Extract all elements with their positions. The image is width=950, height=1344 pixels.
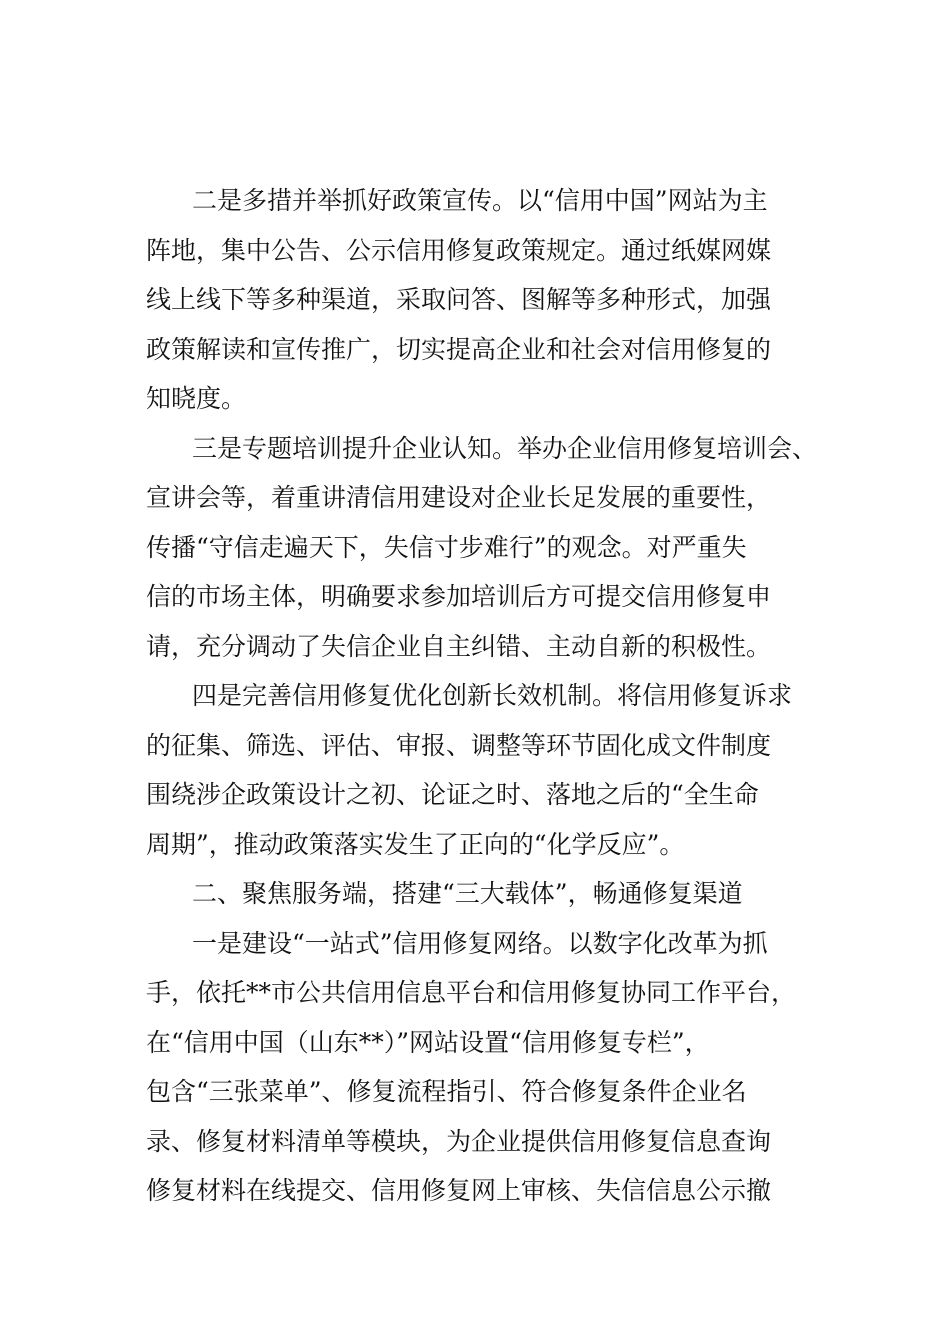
text-line: 三是专题培训提升企业认知。举办企业信用修复培训会、 [192, 433, 818, 463]
text-line: 包含“三张菜单”、修复流程指引、符合修复条件企业名 [146, 1077, 747, 1106]
text-line: 的征集、筛选、评估、审报、调整等环节固化成文件制度 [146, 730, 772, 760]
text-line: 传播“守信走遍天下，失信寸步难行”的观念。对严重失 [146, 532, 747, 562]
text-line: 政策解读和宣传推广，切实提高企业和社会对信用修复的 [146, 334, 772, 364]
document-body [146, 176, 826, 1216]
text-line: 围绕涉企政策设计之初、论证之时、落地之后的“全生命 [146, 780, 759, 809]
text-line: 周期”，推动政策落实发生了正向的“化学反应”。 [146, 829, 685, 859]
text-line: 在“信用中国（山东**）”网站设置“信用修复专栏”， [146, 1027, 710, 1057]
text-line: 一是建设“一站式”信用修复网络。以数字化改革为抓 [192, 928, 768, 958]
text-line: 录、修复材料清单等模块，为企业提供信用修复信息查询 [146, 1126, 772, 1156]
text-line: 手，依托**市公共信用信息平台和信用修复协同工作平台， [146, 978, 797, 1007]
text-line: 请，充分调动了失信企业自主纠错、主动自新的积极性。 [146, 631, 772, 661]
text-line: 线上线下等多种渠道，采取问答、图解等多种形式，加强 [146, 285, 772, 314]
text-line: 宣讲会等，着重讲清信用建设对企业长足发展的重要性， [146, 483, 772, 512]
text-line: 知晓度。 [146, 384, 247, 413]
text-line: 阵地，集中公告、公示信用修复政策规定。通过纸媒网媒 [146, 235, 772, 265]
text-line: 二是多措并举抓好政策宣传。以“信用中国”网站为主 [192, 186, 768, 215]
text-line: 信的市场主体，明确要求参加培训后方可提交信用修复申 [146, 582, 772, 611]
text-line: 四是完善信用修复优化创新长效机制。将信用修复诉求 [192, 681, 793, 710]
section-heading: 二、聚焦服务端，搭建“三大载体”，畅通修复渠道 [192, 879, 743, 908]
text-line: 修复材料在线提交、信用修复网上审核、失信信息公示撤 [146, 1176, 772, 1205]
